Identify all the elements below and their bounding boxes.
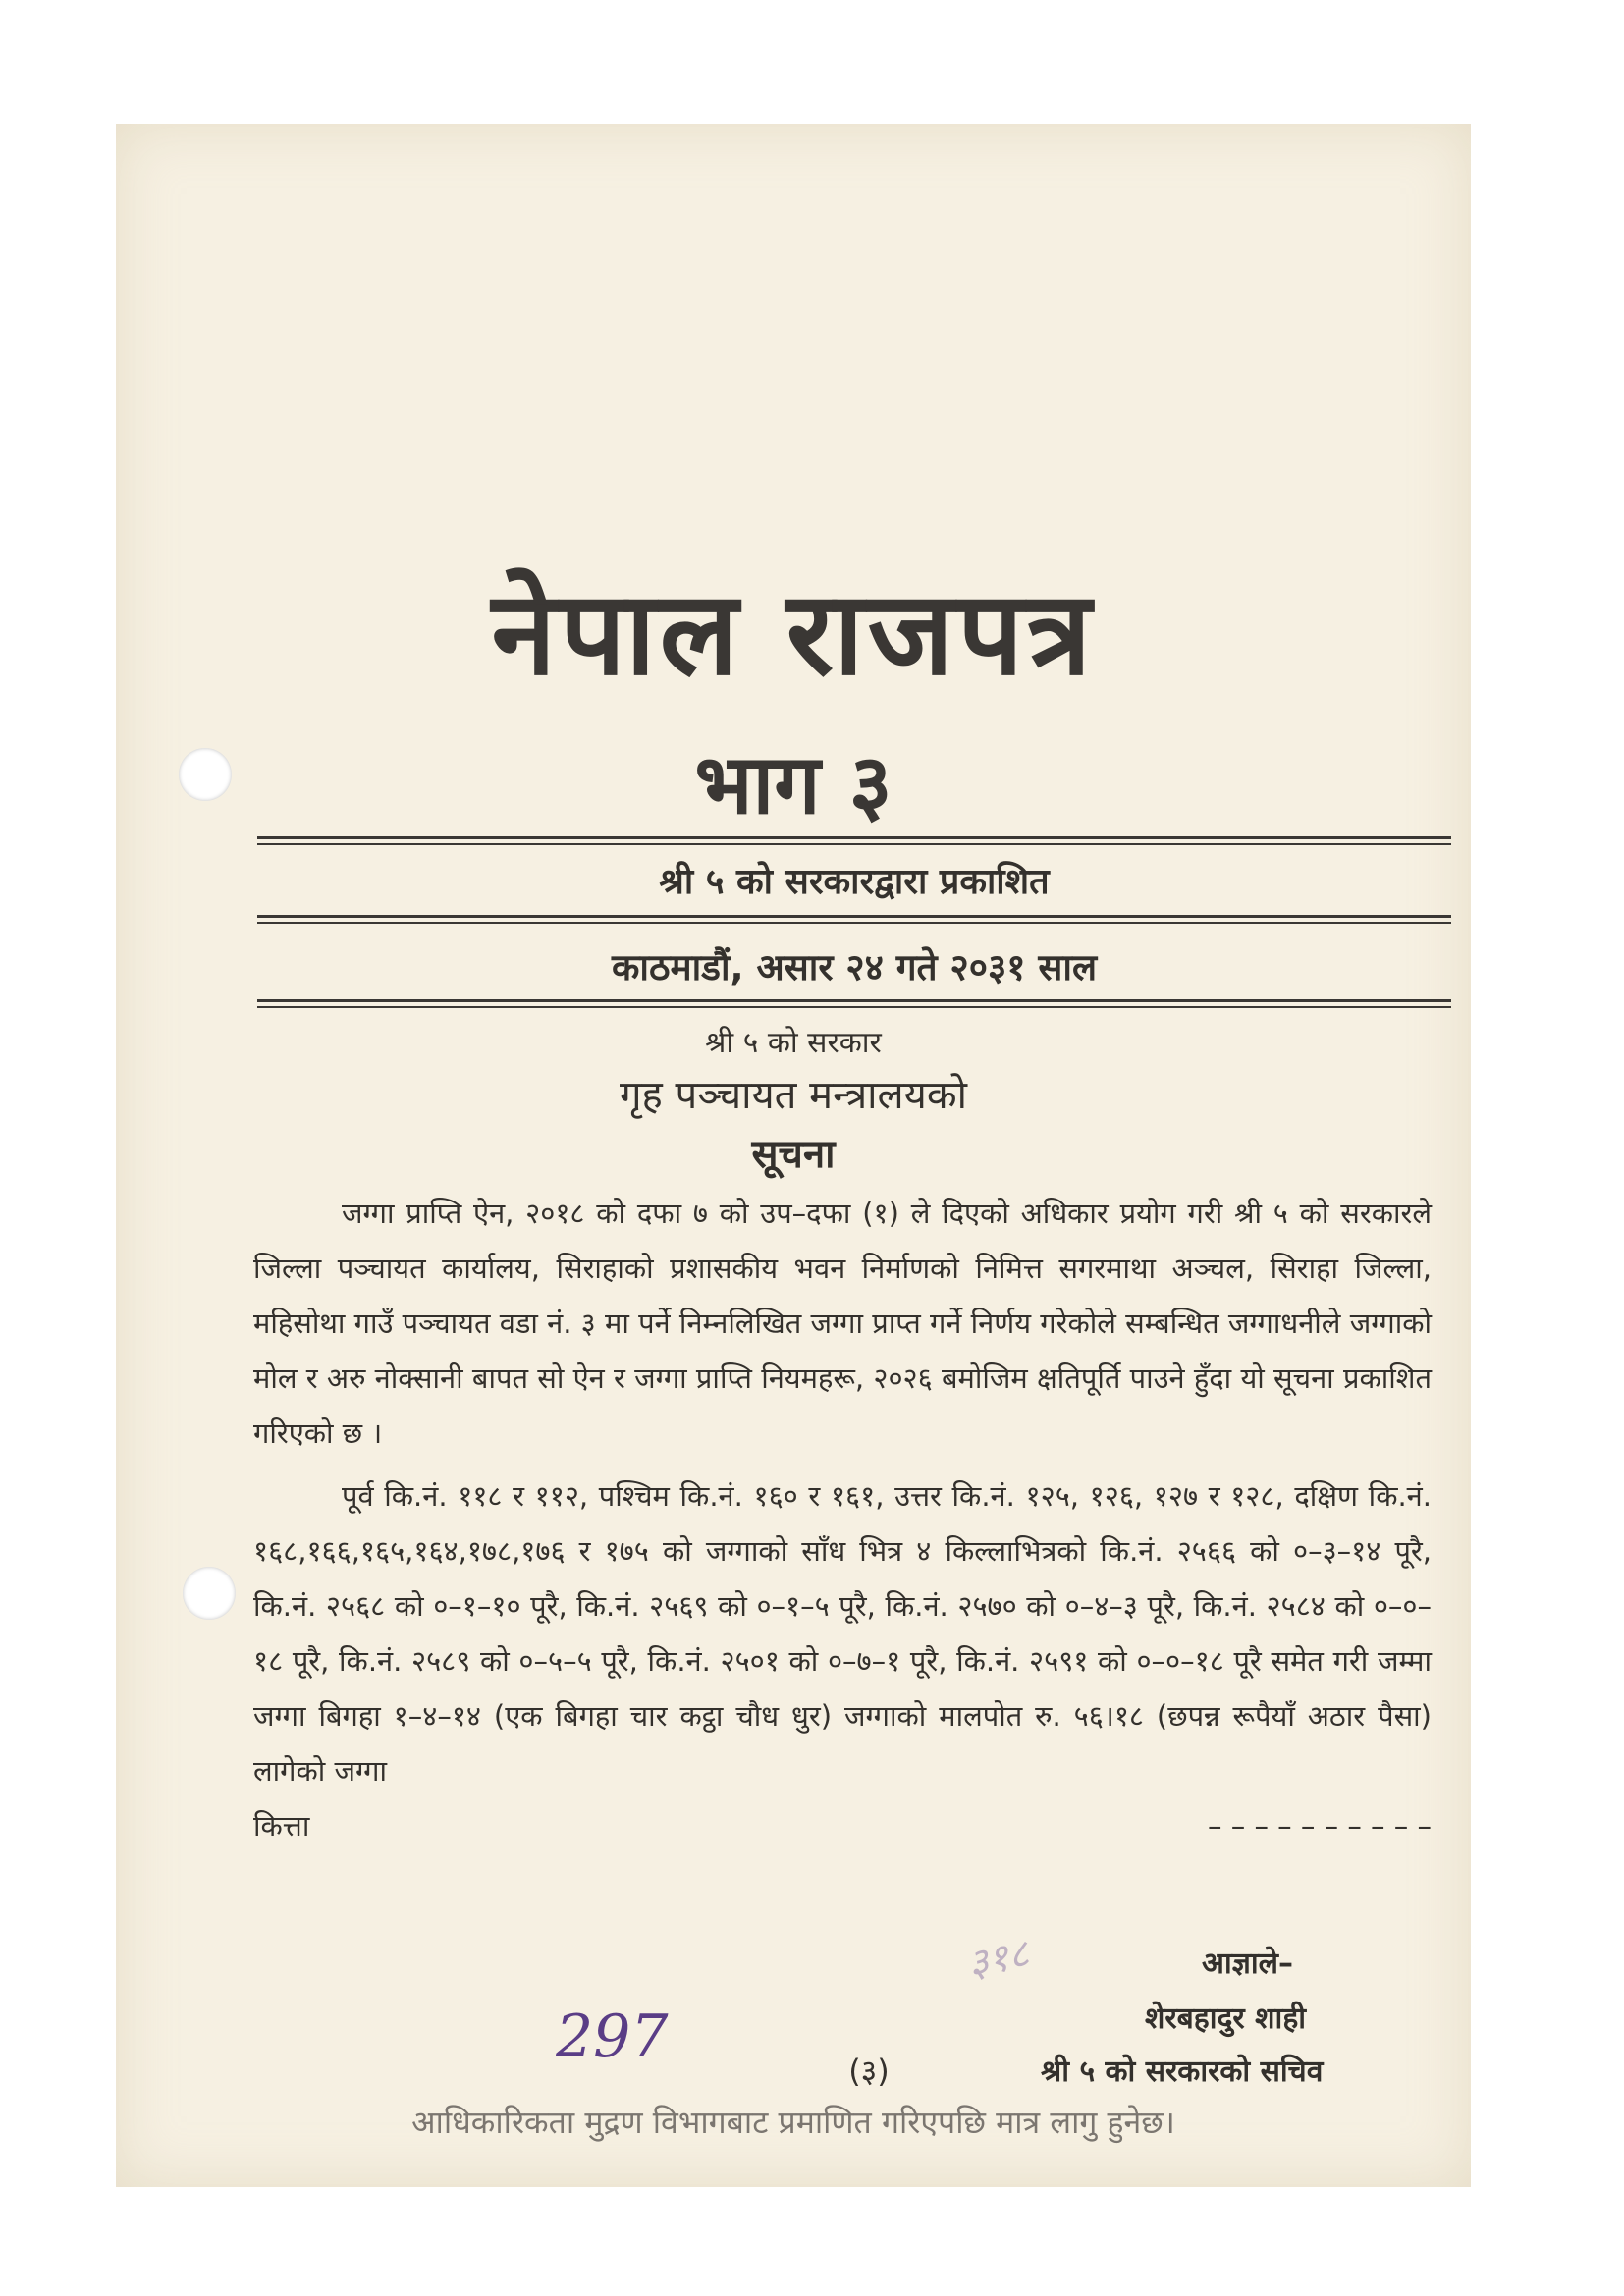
ministry-name: गृह पञ्चायत मन्त्रालयको [620, 1073, 967, 1118]
footer-note: आधिकारिकता मुद्रण विभागबाट प्रमाणित गरिएपछि मात्र लागु हुनेछ। [411, 2104, 1175, 2141]
notice-heading: सूचना [751, 1132, 836, 1177]
plot-word: कित्ता [253, 1809, 310, 1842]
notice-paragraph-2-end [253, 1798, 1432, 1853]
handwritten-page-number: 297 [556, 2002, 669, 2071]
notice-paragraph-1: जग्गा प्राप्ति ऐन, २०१८ को दफा ७ को उप–दफा (१) ले दिएको अधिकार प्रयोग गरी श्री ५ को सरकारले जिल्ला पञ्चायत कार्यालय, सिराहाको प्रशासकीय भवन निर्माणको निमित्त सगरमाथा अञ्चल, सिराहा जिल्ला, महिसोथा गाउँ पञ्चायत वडा नं. ३ मा पर्ने निम्नलिखित जग्गा प्राप्त गर्ने निर्णय गरेकोले सम्बन्धित जग्गाधनीले जग्गाको मोल र अरु नोक्सानी बापत सो ऐन र जग्गा प्राप्ति नियमहरू, २०२६ बमोजिम क्षतिपूर्ति पाउने हुँदा यो सूचना प्रकाशित गरिएको छ । [253, 1197, 1432, 1450]
punch-hole-bottom [183, 1567, 236, 1620]
notice-body [253, 1186, 1432, 1853]
handwritten-faint-mark: ३१८ [963, 1930, 1034, 1988]
notice-issuer: श्री ५ को सरकार [705, 1026, 882, 1060]
masthead-rule-top [257, 836, 1451, 845]
publisher-line: श्री ५ को सरकारद्वारा प्रकाशित [659, 862, 1050, 902]
page-number: (३) [848, 2053, 890, 2090]
signature-designation: श्री ५ को सरकारको सचिव [1041, 2055, 1324, 2089]
signature-name: शेरबहादुर शाही [1145, 2002, 1307, 2036]
masthead-rule-middle [257, 915, 1451, 924]
masthead-rule-bottom [257, 999, 1451, 1008]
gazette-title: नेपाल राजपत्र [491, 565, 1096, 701]
trailing-dashes: – – – – – – – – – – [1208, 1809, 1432, 1842]
signature-by-order: आज्ञाले– [1202, 1947, 1293, 1981]
gazette-part: भाग ३ [694, 736, 893, 832]
dateline: काठमाडौं, असार २४ गते २०३१ साल [611, 946, 1098, 988]
notice-paragraph-2: पूर्व कि.नं. ११८ र ११२, पश्चिम कि.नं. १६० र १६१, उत्तर कि.नं. १२५, १२६, १२७ र १२८, दक्षिण कि.नं. १६८,१६६,१६५,१६४,१७८,१७६ र १७५ को जग्गाको साँध भित्र ४ किल्लाभित्रको कि.नं. २५६६ को ०–३–१४ पूरै, कि.नं. २५६८ को ०–१–१० पूरै, कि.नं. २५६९ को ०–१–५ पूरै, कि.नं. २५७० को ०–४–३ पूरै, कि.नं. २५८४ को ०–०–१८ पूरै, कि.नं. २५८९ को ०–५–५ पूरै, कि.नं. २५०१ को ०–७–१ पूरै, कि.नं. २५९१ को ०–०–१८ पूरै समेत गरी जम्मा जग्गा बिगहा १–४–१४ (एक बिगहा चार कट्ठा चौध धुर) जग्गाको मालपोत रु. ५६।१८ (छपन्न रूपैयाँ अठार पैसा) लागेको जग्गा [253, 1479, 1432, 1788]
